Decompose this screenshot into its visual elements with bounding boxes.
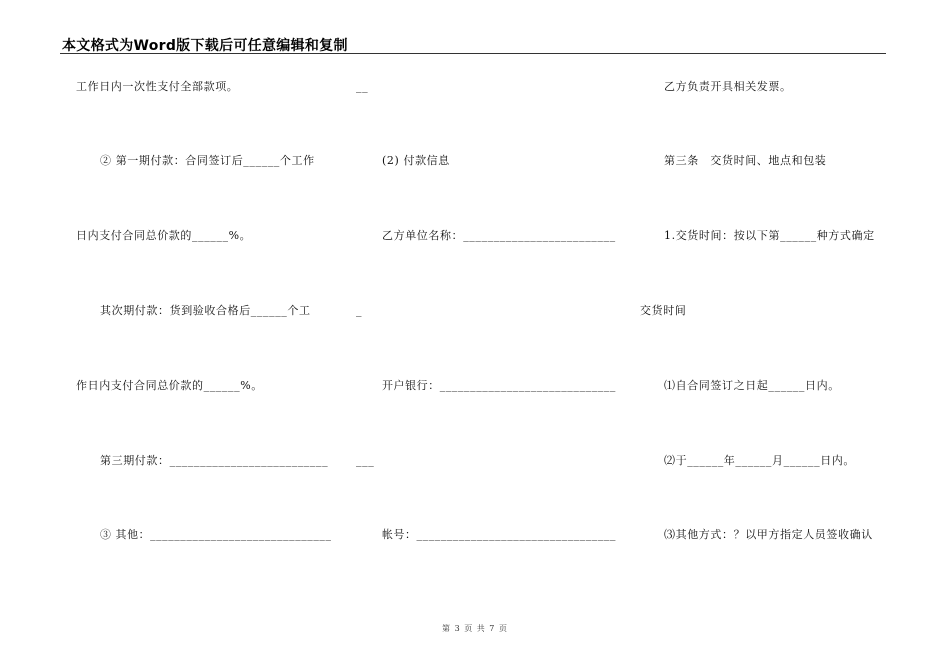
text-line: ___ [356, 454, 375, 467]
text-line: ⑴自合同签订之日起______日内。 [664, 379, 840, 392]
text-line: 帐号：_________________________________ [382, 528, 617, 541]
text-line: 日内支付合同总价款的______%。 [76, 229, 252, 242]
text-line: 工作日内一次性支付全部款项。 [76, 80, 239, 93]
text-line: __ [356, 80, 369, 93]
text-line: 作日内支付合同总价款的______%。 [76, 379, 263, 392]
text-line: 第三期付款：__________________________ [100, 454, 329, 467]
text-line: _ [356, 304, 363, 317]
text-column-middle [356, 0, 616, 672]
text-column-right [640, 0, 890, 672]
text-line: ⑶其他方式：？以甲方指定人员签收确认 [664, 528, 873, 541]
text-line: 第三条 交货时间、地点和包装 [664, 154, 827, 167]
text-line: (2) 付款信息 [382, 154, 450, 167]
text-line: 开户银行：_____________________________ [382, 379, 616, 392]
text-line: 乙方单位名称：_________________________ [382, 229, 616, 242]
text-line: ② 第一期付款：合同签订后______个工作 [100, 154, 315, 167]
text-line: 1.交货时间：按以下第______种方式确定 [664, 229, 875, 242]
text-line: 乙方负责开具相关发票。 [664, 80, 792, 93]
text-column-left [62, 0, 332, 672]
text-line: ③ 其他：______________________________ [100, 528, 332, 541]
document-header-title: 本文格式为Word版下载后可任意编辑和复制 [62, 38, 348, 54]
text-line: 交货时间 [640, 304, 687, 317]
page-number-footer: 第 3 页 共 7 页 [442, 624, 508, 633]
text-line: ⑵于______年______月______日内。 [664, 454, 855, 467]
text-line: 其次期付款：货到验收合格后______个工 [100, 304, 311, 317]
